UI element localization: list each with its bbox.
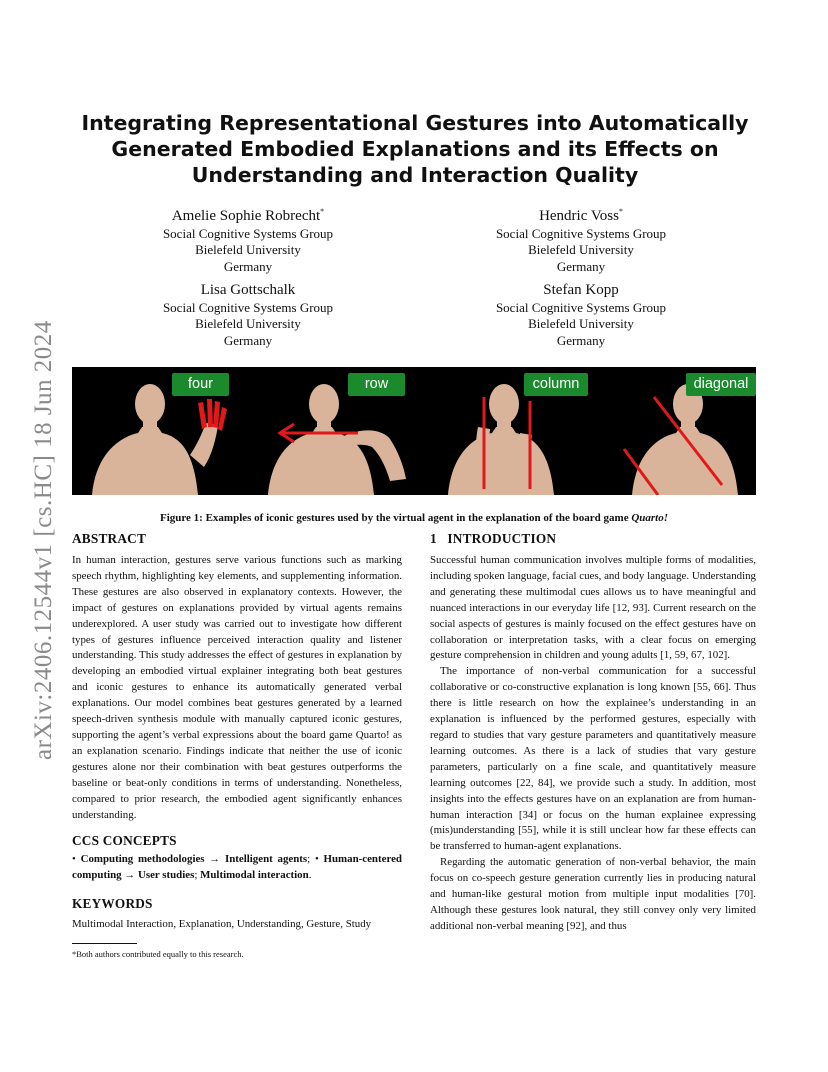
author-block-4	[461, 281, 701, 349]
author-group: Social Cognitive Systems Group	[162, 226, 334, 241]
author-block-3	[128, 281, 368, 349]
introduction-body	[430, 553, 756, 935]
figure-caption: Figure 1: Examples of iconic gestures used by the virtual agent in the explanation of the board game Quarto!	[159, 512, 669, 524]
author-name: Lisa Gottschalk	[200, 282, 296, 298]
author-name: Hendric Voss	[539, 208, 619, 224]
intro-paragraph-3: Regarding the automatic generation of non-verbal behavior, the main focus on co-speech gesture generation currently lies in producing natural and human-like gestural motion from multiple input modalities [70]. Although these gestures look natural, they still convey only very limited additional non-verbal meaning [92], and thus	[430, 856, 756, 932]
intro-paragraph-2: The importance of non-verbal communication for a successful collaborative or co-constructive explanation is long known [55, 66]. Thus there is little research on how the explainee’s understanding in an explanation is influenced by the performed gestures, especially with regard to studies that vary gesture parameters and quantitatively measure learning outcomes. As there is a lack of studies that vary gesture parameters, particularly on a fine scale, and quantitatively measure learning outcomes [22, 84], we provide such a study. In addition, most insights into the effects gestures have on an explanation are from human-human interaction [34] or focus on the human explainee expressing (mis)understanding [55], while it is still unclear how far these effects can be transferred to human-agent explanations.	[430, 665, 756, 853]
intro-paragraph-1: Successful human communication involves multiple forms of modalities, including spoken language, facial cues, and body language. Understanding and generating these multimodal cues allows us to have meaningful and nuanced interactions in our everyday life [12, 93]. Current research on the social aspects of gestures is mainly focused on the effect gestures have on collaboration or interpretation tasks, with a clear focus on emerging gesture comprehension in children and young adults [1, 59, 67, 102].	[430, 554, 756, 662]
ccs-heading: CCS CONCEPTS	[72, 833, 177, 848]
author-name: Stefan Kopp	[543, 282, 619, 298]
author-name: Amelie Sophie Robrecht	[171, 208, 321, 224]
footnote: *Both authors contributed equally to this research.	[72, 949, 244, 959]
author-block-2: Hendric Voss* Social Cognitive Systems Group Bielefeld University Germany	[461, 202, 701, 275]
author-group: Social Cognitive Systems Group	[495, 226, 667, 241]
game-name: Quarto!	[631, 512, 669, 524]
author-group: Social Cognitive Systems Group	[162, 300, 334, 315]
keywords-text: Multimodal Interaction, Explanation, Understanding, Gesture, Study	[72, 918, 372, 930]
gesture-tag-column: column	[524, 373, 588, 396]
gesture-tag-diagonal: diagonal	[686, 373, 756, 396]
author-country: Germany	[223, 332, 273, 348]
author-country: Germany	[556, 258, 606, 274]
footnote-rule	[72, 943, 137, 944]
avatar-row	[268, 384, 406, 495]
author-country: Germany	[556, 332, 606, 348]
paper-title: Integrating Representational Gestures into Automatically Generated Embodied Explanations and its Effects on Understanding and Interaction Quality	[81, 111, 749, 187]
author-university: Bielefeld University	[528, 242, 634, 258]
gesture-tag-four: four	[172, 373, 229, 396]
arxiv-stamp: arXiv:2406.12544v1 [cs.HC] 18 Jun 2024	[30, 320, 57, 760]
gesture-tag-row: row	[348, 373, 405, 396]
avatar-column	[448, 384, 554, 495]
abstract-body	[72, 553, 402, 823]
author-country: Germany	[223, 258, 273, 274]
ccs-concepts: • Computing methodologies → Intelligent agents; • Human-centered computing → User studies; Multimodal interaction.	[72, 853, 402, 881]
author-university: Bielefeld University	[195, 242, 301, 258]
introduction-heading: 1 INTRODUCTION	[430, 531, 557, 546]
avatar-four	[92, 384, 227, 495]
abstract-heading: ABSTRACT	[72, 531, 147, 546]
gesture-figure	[72, 367, 756, 495]
avatar-diagonal	[624, 384, 738, 495]
keywords-heading: KEYWORDS	[72, 896, 153, 911]
author-group: Social Cognitive Systems Group	[495, 300, 667, 315]
author-block-1: Amelie Sophie Robrecht* Social Cognitive Systems Group Bielefeld University Germany	[128, 202, 368, 275]
author-university: Bielefeld University	[528, 316, 634, 332]
author-university: Bielefeld University	[195, 316, 301, 332]
abstract-text: In human interaction, gestures serve various functions such as marking speech rhythm, highlighting key elements, and supplementing information. These gestures are also observed in explanatory contexts. However, the impact of gestures on explanations provided by virtual agents remains underexplored. A user study was carried out to investigate how different types of gestures influence perceived interaction quality and listener understanding. This study addresses the effect of gestures in explanation by developing an embodied virtual explainer integrating both beat gestures and iconic gestures to enhance its automatically generated verbal explanations. Our model combines beat gestures generated by a learned speech-driven synthesis module with manually captured iconic gestures, supporting the agent’s verbal expressions about the board game Quarto! as an explanation scenario. Findings indicate that neither the use of iconic gestures alone nor their combination with beat gestures outperforms the baseline or beat-only conditions in terms of understanding. Nonetheless, compared to prior research, the embodied agent significantly enhances understanding.	[72, 554, 402, 821]
